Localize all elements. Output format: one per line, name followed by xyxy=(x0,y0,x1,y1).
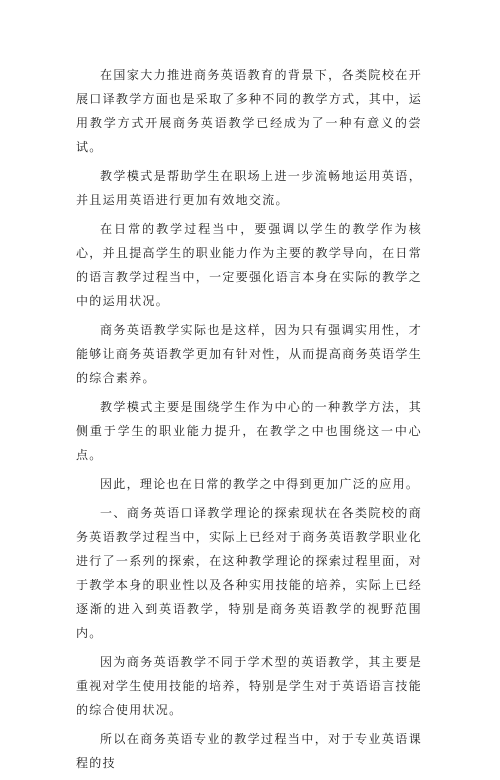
paragraph-9: 所以在商务英语专业的教学过程当中，对于专业英语课程的技 xyxy=(76,732,422,770)
paragraph-5: 教学模式主要是围绕学生作为中心的一种教学方法，其侧重于学生的职业能力提升，在教学之中也围绕这一中心点。 xyxy=(76,400,422,462)
paragraph-3: 在日常的教学过程当中，要强调以学生的教学作为核心，并且提高学生的职业能力作为主要的教学导向，在日常的语言教学过程当中，一定要强化语言本身在实际的教学之中的运用状况。 xyxy=(76,222,422,308)
paragraph-7: 一、商务英语口译教学理论的探索现状在各类院校的商务英语教学过程当中，实际上已经对于商务英语教学职业化进行了一系列的探索，在这种教学理论的探索过程里面，对于教学本身的职业性以及各种实用技能的培养，实际上已经逐渐的进入到英语教学，特别是商务英语教学的视野范围内。 xyxy=(76,506,422,640)
paragraph-2: 教学模式是帮助学生在职场上进一步流畅地运用英语，并且运用英语进行更加有效地交流。 xyxy=(76,169,422,207)
paragraph-6: 因此，理论也在日常的教学之中得到更加广泛的应用。 xyxy=(100,477,420,491)
paragraph-4: 商务英语教学实际也是这样，因为只有强调实用性，才能够让商务英语教学更加有针对性，从而提高商务英语学生的综合素养。 xyxy=(76,323,422,385)
paragraph-1: 在国家大力推进商务英语教育的背景下，各类院校在开展口译教学方面也是采取了多种不同的教学方式，其中，运用教学方式开展商务英语教学已经成为了一种有意义的尝试。 xyxy=(76,68,422,154)
paragraph-8: 因为商务英语教学不同于学术型的英语教学，其主要是重视对学生使用技能的培养，特别是学生对于英语语言技能的综合使用状况。 xyxy=(76,655,422,717)
document-body xyxy=(76,63,422,780)
